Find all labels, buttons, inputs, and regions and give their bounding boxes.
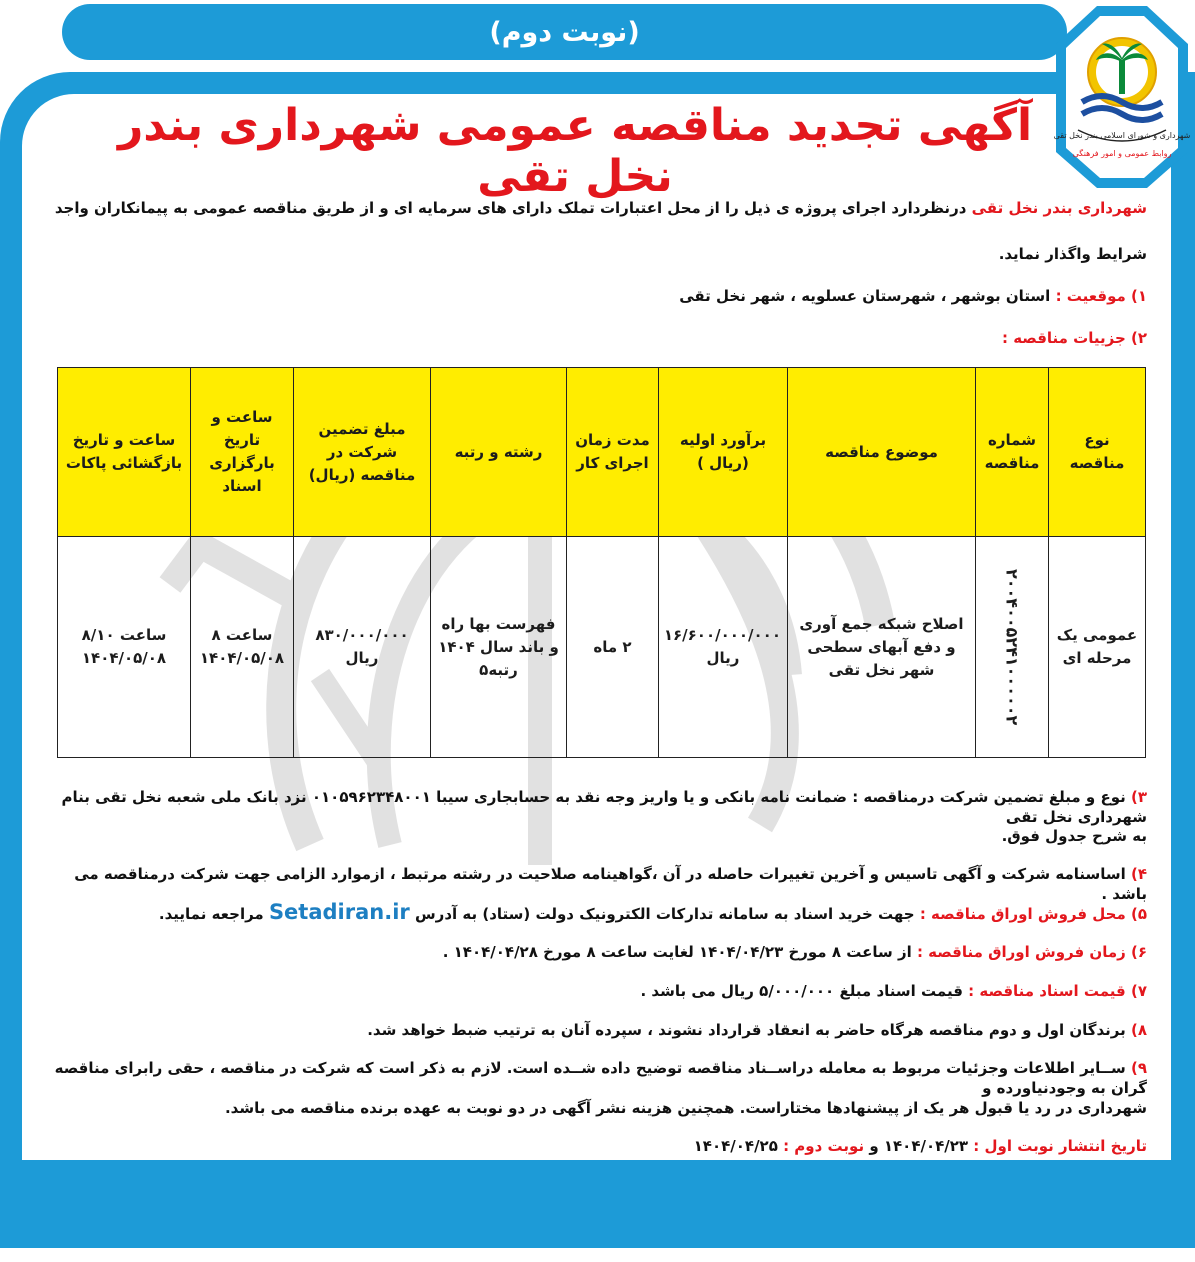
item-5-label: ۵) محل فروش اوراق مناقصه : [919, 905, 1147, 923]
item-5-text2: مراجعه نمایید. [158, 905, 269, 923]
item-9-line1 [37, 1058, 1147, 1098]
publish-date-1: ۱۴۰۴/۰۴/۲۳ [883, 1137, 969, 1155]
item-6-text: از ساعت ۸ مورخ ۱۴۰۴/۰۴/۲۳ لغایت ساعت ۸ مورخ ۱۴۰۴/۰۴/۲۸ . [442, 943, 917, 961]
th-opening-date: ساعت و تاریخ بازگشائی پاکات [58, 368, 191, 537]
table-row [58, 537, 1146, 758]
item-3-label: ۳) [1130, 788, 1147, 806]
bottom-strip [0, 1248, 1195, 1262]
municipality-logo [1052, 2, 1192, 192]
intro-line1 [37, 198, 1147, 218]
intro-line2: شرایط واگذار نماید. [998, 245, 1147, 263]
th-duration: مدت زمان اجرای کار [567, 368, 659, 537]
item-6 [37, 942, 1147, 962]
item-location [37, 286, 1147, 306]
item-7 [37, 981, 1147, 1001]
cell-opening-date: ساعت ۸/۱۰ ۱۴۰۴/۰۵/۰۸ [58, 537, 191, 758]
item-location-text: استان بوشهر ، شهرستان عسلویه ، شهر نخل تقی [679, 287, 1056, 305]
logo-text-line1: شهرداری و شورای اسلامی بندر نخل تقی [1053, 131, 1191, 140]
item-4-label: ۴) [1130, 865, 1147, 883]
item-details-label: ۲) جزییات مناقصه : [1001, 329, 1147, 347]
item-location-label: ۱) موقعیت : [1055, 287, 1147, 305]
th-guarantee: مبلغ تضمین شرکت در مناقصه (ریال) [294, 368, 431, 537]
item-3-text1: نوع و مبلغ تضمین شرکت درمناقصه : ضمانت نامه بانکی و یا واریز وجه نقد به حسابجاری سیبا ۰۱۰۵۹۶۲۳۴۸۰۰۱ نزد بانک ملی شعبه نخل تقی بنام شهرداری نخل تقی [61, 788, 1147, 826]
cell-grade: فهرست بها راه و باند سال ۱۴۰۴ رتبه۵ [431, 537, 567, 758]
item-3-line2: به شرح جدول فوق. [1001, 827, 1147, 845]
intro-text1: درنظردارد اجرای پروژه ی ذیل را از محل اعتبارات تملک دارای های سرمایه ای و از طریق مناقصه عمومی به پیمانکاران واجد [54, 199, 972, 217]
cell-estimate: ۱۶/۶۰۰/۰۰۰/۰۰۰ ریال [659, 537, 788, 758]
cell-duration: ۲ ماه [567, 537, 659, 758]
frame-notch-right [1159, 670, 1165, 706]
item-8-label: ۸) [1130, 1021, 1147, 1039]
th-type: نوع مناقصه [1049, 368, 1146, 537]
cell-subject: اصلاح شبکه جمع آوری و دفع آبهای سطحی شهر نخل تقی [788, 537, 976, 758]
cell-number [976, 537, 1049, 758]
frame-notch-left [34, 670, 40, 706]
intro-municipality: شهرداری بندر نخل تقی [971, 199, 1147, 217]
page-title: آگهی تجدید مناقصه عمومی شهرداری بندر نخل تقی [117, 100, 1033, 202]
item-7-label: ۷) قیمت اسناد مناقصه : [968, 982, 1147, 1000]
publish-label-1: تاریخ انتشار نوبت اول : [968, 1137, 1147, 1155]
publish-and: و [864, 1137, 884, 1155]
cell-type: عمومی یک مرحله ای [1049, 537, 1146, 758]
item-6-label: ۶) زمان فروش اوراق مناقصه : [916, 943, 1147, 961]
item-7-text: قیمت اسناد مبلغ ۵/۰۰۰/۰۰۰ ریال می باشد . [640, 982, 969, 1000]
item-3-line1 [37, 787, 1147, 827]
cell-guarantee: ۸۳۰/۰۰۰/۰۰۰ ریال [294, 537, 431, 758]
round-banner [62, 4, 1067, 60]
th-estimate: برآورد اولیه (ریال ) [659, 368, 788, 537]
publish-date-2: ۱۴۰۴/۰۴/۲۵ [693, 1137, 778, 1155]
item-9-text1: ســایر اطلاعات وجزئیات مربوط به معامله دراســناد مناقصه توضیح داده شــده است. لازم به ذکر است که شرکت در مناقصه ، حقی رابرای مناقصه گران به وجودنیاورده و [54, 1059, 1147, 1097]
item-4 [37, 864, 1147, 904]
item-9-line2: شهرداری در رد یا قبول هر یک از پیشنهادها مختاراست. همچنین هزینه نشر آگهی در دو نوبت به عهده برنده مناقصه می باشد. [224, 1099, 1147, 1117]
tender-number: ۲۰۰۴۰۰۵۲۴۱۰۰۰۰۰۲ [1002, 568, 1022, 726]
publish-label-2: نوبت دوم : [777, 1137, 865, 1155]
tender-table [57, 367, 1146, 758]
th-subject: موضوع مناقصه [788, 368, 976, 537]
logo-text-line2: روابط عمومی و امور فرهنگی [1072, 149, 1172, 158]
item-5 [37, 902, 1147, 924]
item-5-text1: جهت خرید اسناد به سامانه تدارکات الکترونیک دولت (ستاد) به آدرس [409, 905, 920, 923]
publish-dates [37, 1136, 1147, 1156]
table-header-row [58, 368, 1146, 537]
item-9-label: ۹) [1130, 1059, 1147, 1077]
th-upload-date: ساعت و تاریخ بارگزاری اسناد [191, 368, 294, 537]
round-label: (نوبت دوم) [489, 16, 640, 48]
item-4-text: اساسنامه شرکت و آگهی تاسیس و آخرین تغییرات حاصله در آن ،گواهینامه صلاحیت در رشته مرتبط ، ازموارد الزامی جهت شرکت درمناقصه می باشد . [74, 865, 1147, 903]
setadiran-link[interactable]: Setadiran.ir [268, 900, 410, 924]
item-8 [37, 1020, 1147, 1040]
cell-upload-date: ساعت ۸ ۱۴۰۴/۰۵/۰۸ [191, 537, 294, 758]
item-8-text: برندگان اول و دوم مناقصه هرگاه حاضر به انعقاد قرارداد نشوند ، سپرده آنان به ترتیب ضبط خواهد شد. [367, 1021, 1131, 1039]
th-grade: رشته و رتبه [431, 368, 567, 537]
th-number: شماره مناقصه [976, 368, 1049, 537]
